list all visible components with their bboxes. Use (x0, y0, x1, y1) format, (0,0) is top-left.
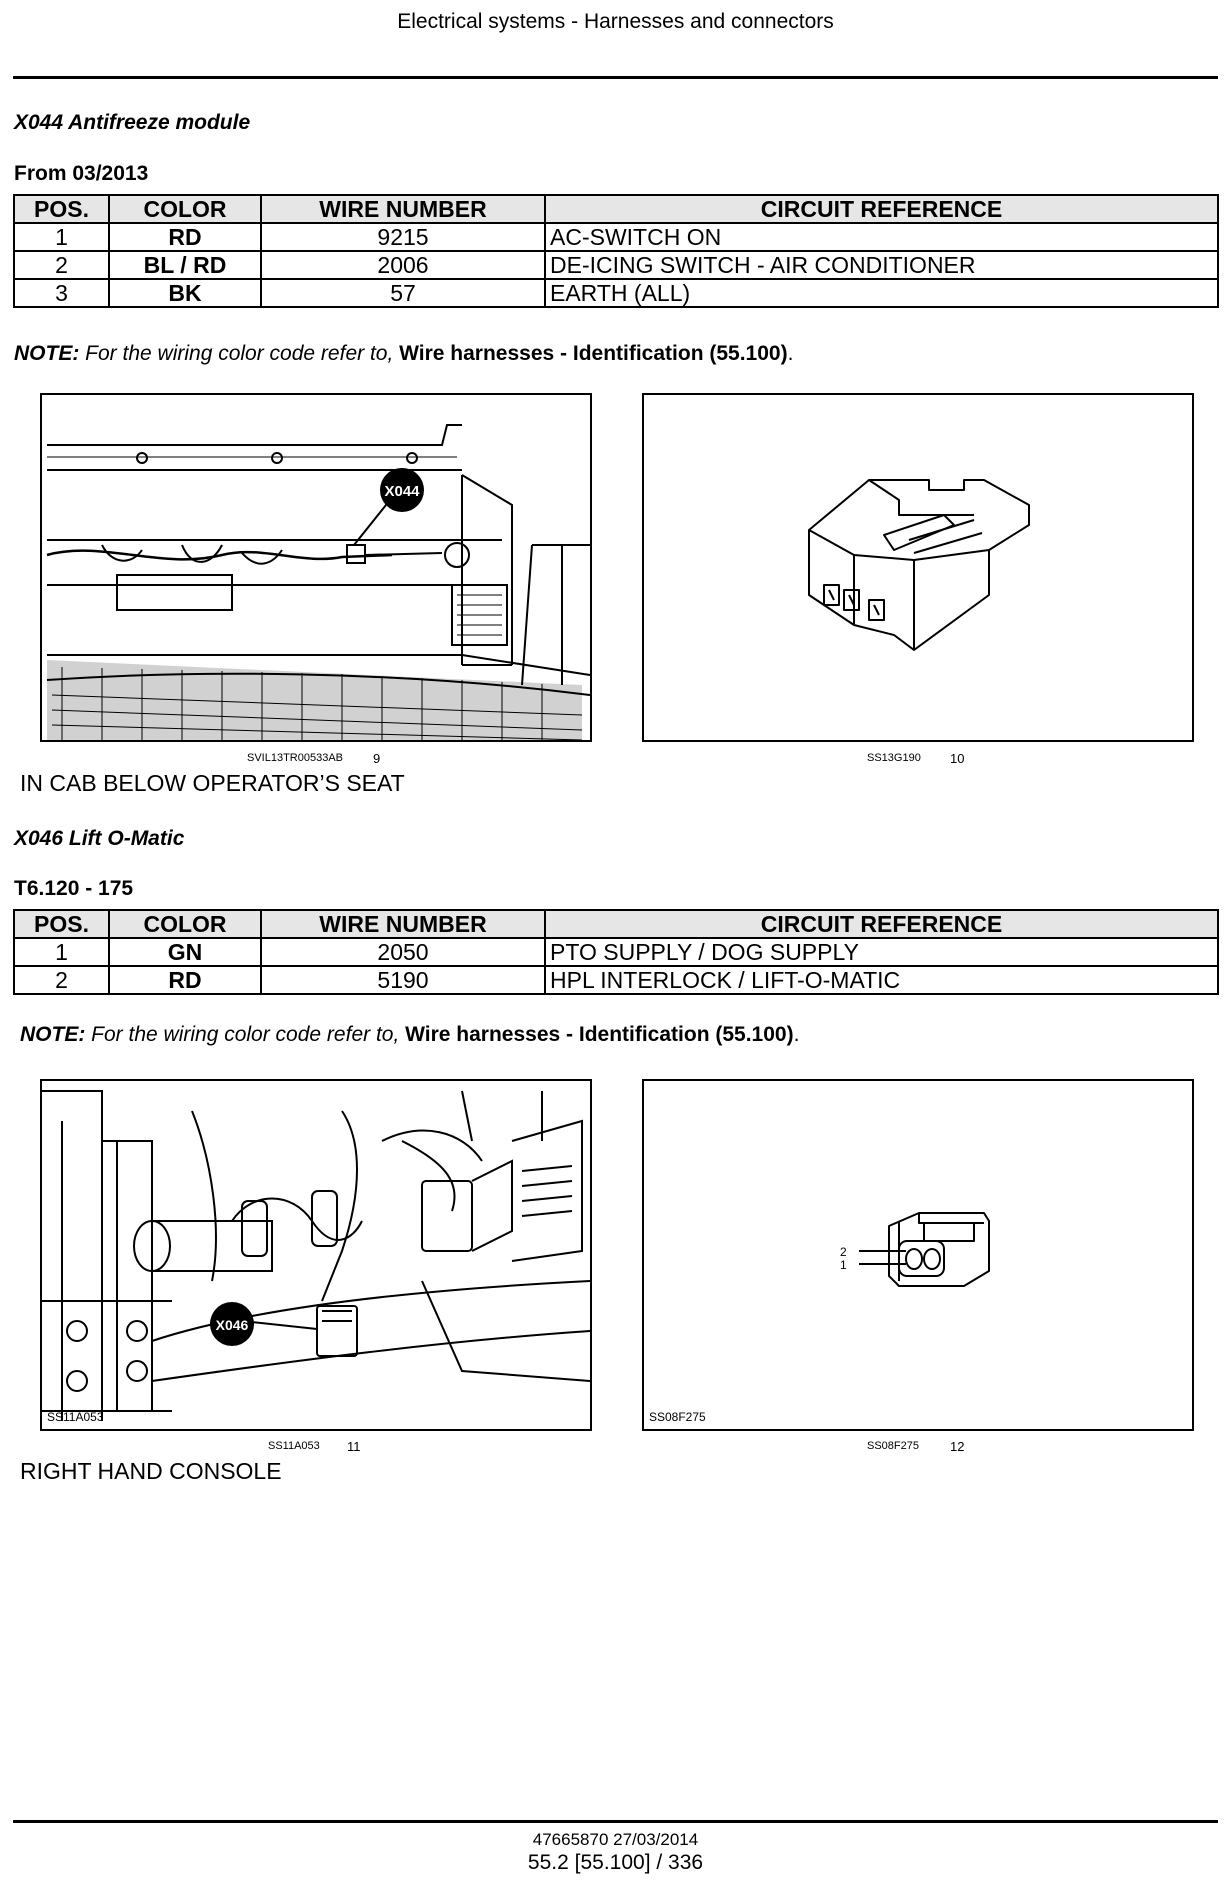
column-header: WIRE NUMBER (261, 910, 545, 938)
circuit-reference-cell: HPL INTERLOCK / LIFT-O-MATIC (545, 966, 1218, 994)
table-row (14, 223, 1218, 251)
color-cell: GN (109, 938, 261, 966)
table-row (14, 279, 1218, 307)
x046-location-illustration (42, 1081, 590, 1429)
table-header-row (14, 195, 1218, 223)
footer-doc-code: 47665870 27/03/2014 (532, 1830, 699, 1849)
wire-number-cell: 2006 (261, 251, 545, 279)
footer-page-number: 55.2 [55.100] / 336 (527, 1851, 704, 1874)
column-header: CIRCUIT REFERENCE (545, 910, 1218, 938)
figure-number: 12 (950, 1439, 965, 1454)
table-row (14, 966, 1218, 994)
connector-table-x044 (13, 194, 1219, 308)
pos-cell: 2 (14, 966, 109, 994)
figure-x044-location (40, 393, 592, 742)
figure-code: SS11A053 (268, 1440, 320, 1452)
circuit-reference-cell: AC-SWITCH ON (545, 223, 1218, 251)
pos-cell: 2 (14, 251, 109, 279)
pin-label: 1 (840, 1258, 847, 1272)
figure-x046-connector (642, 1079, 1194, 1431)
figure-number: 11 (347, 1439, 361, 1454)
column-header: WIRE NUMBER (261, 195, 545, 223)
figure-x044-connector (642, 393, 1194, 742)
header-rule (13, 76, 1218, 79)
figure-code: SS08F275 (867, 1440, 919, 1452)
note-link[interactable]: Wire harnesses - Identification (55.100) (399, 342, 788, 365)
note-text: For the wiring color code refer to, (85, 1023, 406, 1046)
circuit-reference-cell: PTO SUPPLY / DOG SUPPLY (545, 938, 1218, 966)
pos-cell: 1 (14, 223, 109, 251)
circuit-reference-cell: EARTH (ALL) (545, 279, 1218, 307)
figure-x046-location (40, 1079, 592, 1431)
pin-label: 2 (840, 1245, 847, 1259)
note-x046 (20, 1023, 799, 1047)
section-subtitle-x044: From 03/2013 (14, 162, 149, 185)
wire-number-cell: 2050 (261, 938, 545, 966)
figure-number: 10 (950, 751, 965, 766)
note-label: NOTE: (14, 342, 80, 365)
circuit-reference-cell: DE-ICING SWITCH - AIR CONDITIONER (545, 251, 1218, 279)
note-text: For the wiring color code refer to, (79, 342, 400, 365)
column-header: POS. (14, 195, 109, 223)
note-end: . (787, 342, 794, 365)
section-title-x044: X044 Antifreeze module (14, 111, 251, 134)
column-header: CIRCUIT REFERENCE (545, 195, 1218, 223)
wire-number-cell: 57 (261, 279, 545, 307)
section-subtitle-x046: T6.120 - 175 (14, 877, 134, 900)
figure-code: SS13G190 (867, 752, 921, 764)
table-row (14, 938, 1218, 966)
location-x044: IN CAB BELOW OPERATOR’S SEAT (20, 770, 405, 796)
color-cell: BK (109, 279, 261, 307)
color-cell: RD (109, 223, 261, 251)
section-title-x046: X046 Lift O-Matic (14, 827, 185, 850)
page-header-title: Electrical systems - Harnesses and connectors (397, 10, 834, 33)
column-header: POS. (14, 910, 109, 938)
note-label: NOTE: (20, 1023, 86, 1046)
table-header-row (14, 910, 1218, 938)
x046-tag: X046 (215, 1317, 249, 1333)
note-link[interactable]: Wire harnesses - Identification (55.100) (405, 1023, 794, 1046)
wire-number-cell: 5190 (261, 966, 545, 994)
figure-code: SVIL13TR00533AB (247, 752, 344, 764)
x044-tag: X044 (384, 483, 420, 500)
note-end: . (793, 1023, 800, 1046)
x044-connector-illustration (644, 395, 1192, 740)
figure-inner-label: SS08F275 (649, 1410, 706, 1424)
color-cell: BL / RD (109, 251, 261, 279)
connector-table-x046 (13, 909, 1219, 995)
footer-rule (13, 1820, 1218, 1823)
note-x044 (14, 342, 793, 366)
column-header: COLOR (109, 910, 261, 938)
x046-connector-illustration (644, 1081, 1192, 1429)
location-x046: RIGHT HAND CONSOLE (20, 1458, 282, 1484)
table-row (14, 251, 1218, 279)
figure-inner-label: SS11A053 (47, 1410, 104, 1424)
color-cell: RD (109, 966, 261, 994)
x044-location-illustration (42, 395, 590, 740)
column-header: COLOR (109, 195, 261, 223)
wire-number-cell: 9215 (261, 223, 545, 251)
figure-number: 9 (373, 751, 381, 766)
pos-cell: 3 (14, 279, 109, 307)
pos-cell: 1 (14, 938, 109, 966)
